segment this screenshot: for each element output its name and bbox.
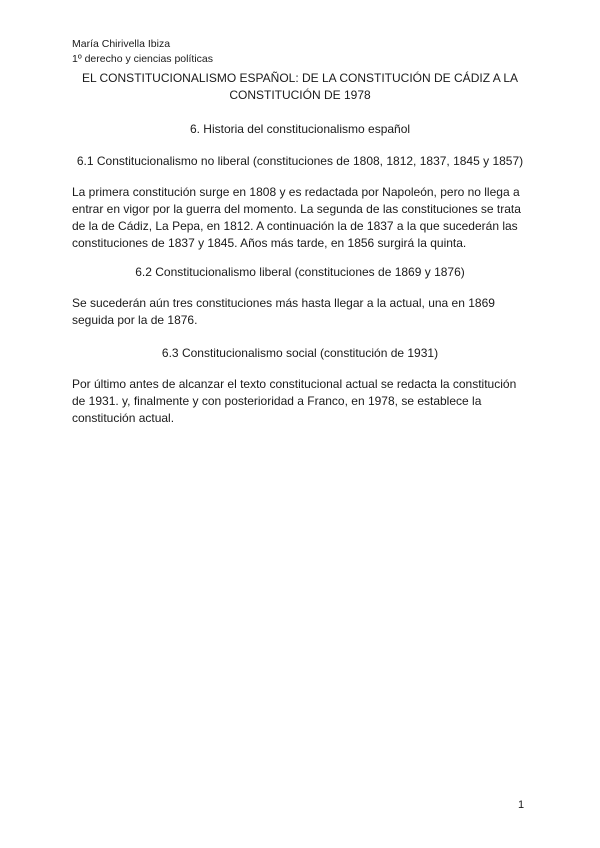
author-name: María Chirivella Ibiza <box>72 38 171 50</box>
page-number: 1 <box>518 799 525 811</box>
section-heading: 6. Historia del constitucionalismo español <box>189 122 411 136</box>
document-title: EL CONSTITUCIONALISMO ESPAÑOL: DE LA CONSTITUCIÓN DE CÁDIZ A LA CONSTITUCIÓN DE 1978 <box>81 71 519 102</box>
subsection-paragraph-6-1: La primera constitución surge en 1808 y es redactada por Napoleón, pero no llega a entrar en vigor por la guerra del momento. La segunda de las constituciones se trata de la de Cádiz, La Pepa, en 1812. A continuación la de 1837 a la que sucederán las constituciones de 1837 y 1845. Años más tarde, en 1856 surgirá la quinta. <box>72 185 521 250</box>
subsection-heading-6-2: 6.2 Constitucionalismo liberal (constituciones de 1869 y 1876) <box>135 265 465 279</box>
subsection-heading-6-1: 6.1 Constitucionalismo no liberal (constituciones de 1808, 1812, 1837, 1845 y 1857) <box>76 154 524 168</box>
course-name: 1º derecho y ciencias políticas <box>72 53 213 65</box>
subsection-heading-6-3: 6.3 Constitucionalismo social (constitución de 1931) <box>161 346 439 360</box>
subsection-paragraph-6-3: Por último antes de alcanzar el texto constitucional actual se redacta la constitución de 1931. y, finalmente y con posterioridad a Franco, en 1978, se establece la constitución actual. <box>72 377 517 425</box>
subsection-paragraph-6-2: Se sucederán aún tres constituciones más hasta llegar a la actual, una en 1869 seguida por la de 1876. <box>72 296 495 327</box>
document-header <box>72 37 213 67</box>
